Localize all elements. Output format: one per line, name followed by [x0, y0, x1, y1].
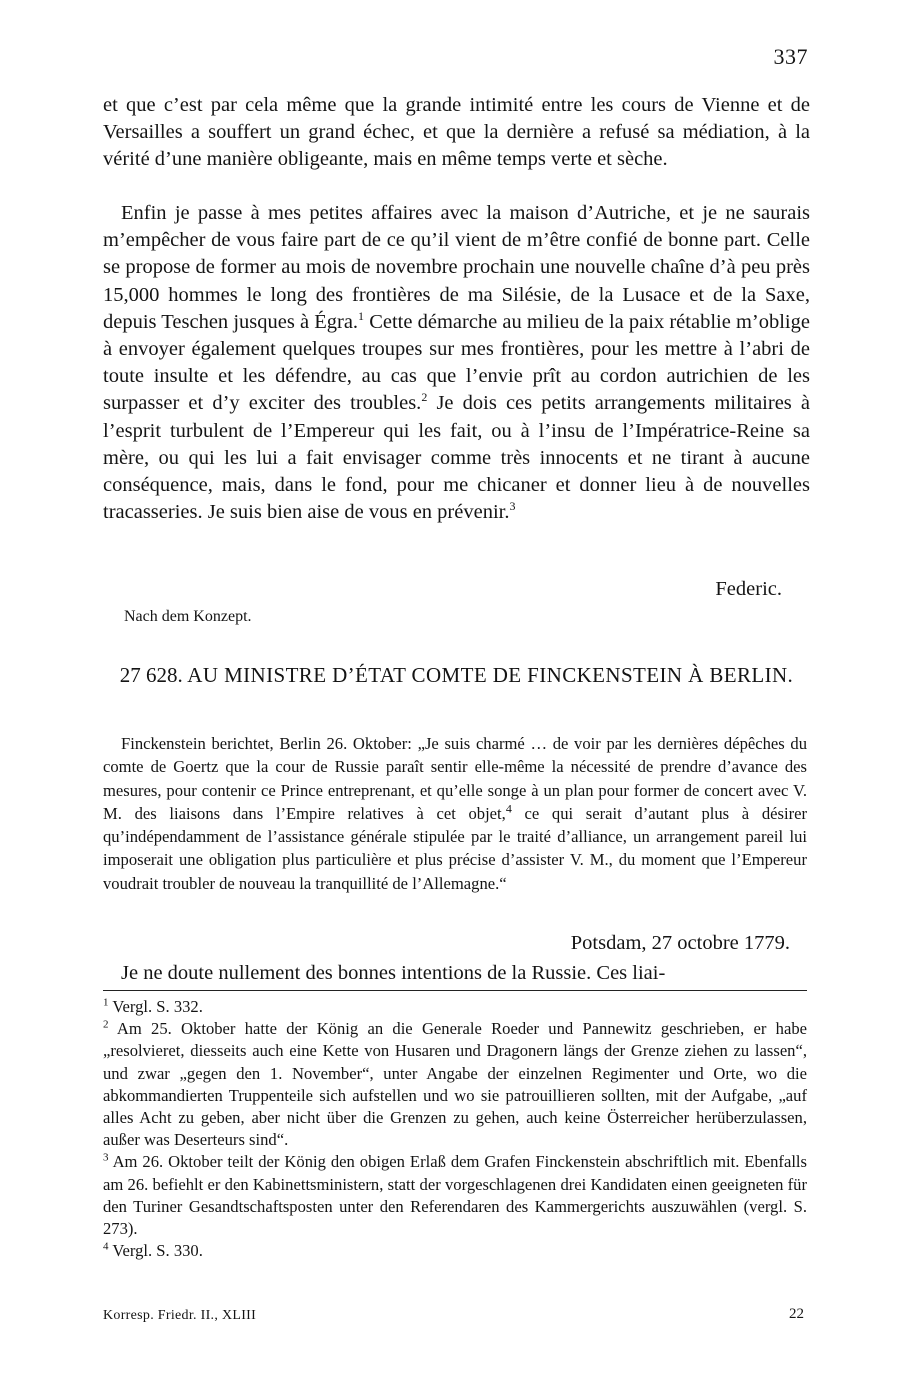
footnote-ref: 4: [505, 801, 512, 816]
report-summary: [103, 732, 807, 895]
letter-heading: [103, 662, 810, 689]
signature: Federic.: [715, 578, 782, 600]
footnote-mark: 3: [103, 1151, 109, 1164]
footnote-text: Am 25. Oktober hatte der König an die Generale Roeder und Pannewitz geschrieben, er habe „resolvieret, diesseits auch eine Kette von Husaren und Dragonern längs der Grenze ziehen zu lassen“, und zwar „gegen den 1. November“, unter Angabe der einzelnen Regimenter und Orte, wo die abkommandierten Truppenteile sich aufstellen und wo sie patrouillieren sollten, mit der Aufgabe, „auf alles Acht zu geben, aber nicht über die Grenzen zu gehen, auch keine Österreicher herüberzulassen, außer was Deserteurs sind“.: [103, 1019, 808, 1150]
footnote-ref: 3: [509, 499, 516, 514]
footnote-ref: 2: [421, 390, 428, 405]
dateline: Potsdam, 27 octobre 1779.: [570, 932, 790, 954]
footnote-text: Am 26. Oktober teilt der König den obigen Erlaß dem Grafen Finckenstein abschriftlich mit. Ebenfalls am 26. befiehlt er den Kabinettsministern, statt der vorgeschlagenen drei Kandidaten einen geeigneten für den Turiner Gesandtschaftsposten unter den Referendaren des Kammergerichts auszuwählen (vergl. S. 273).: [103, 1152, 807, 1239]
footnote-divider: [103, 990, 807, 991]
letter-title: AU MINISTRE D’ÉTAT COMTE DE FINCKENSTEIN À BERLIN.: [187, 663, 794, 687]
paragraph-text: Cette démarche au milieu de la paix rétablie m’oblige à envoyer également quelques troupes sur mes frontières, pour les mettre à l’abri de toute insulte et les défendre, au cas que l’envie prît au cordon autrichien de les surpasser et d’y exciter des troubles.: [103, 310, 810, 415]
paragraph-text: Je dois ces petits arrangements militaires à l’esprit turbulent de l’Empereur qui les fait, ou à l’insu de l’Impératrice-Reine sa mère, ou qui les lui a fait envisager comme très innocents et ne tirant à aucune conséquence, mais, dans le fond, pour me chicaner et donner lieu à de nouvelles tracasseries. Je suis bien aise de vous en prévenir.: [103, 392, 810, 524]
footnote-mark: 2: [103, 1018, 109, 1031]
footnote-mark: 1: [103, 996, 109, 1009]
footer-volume: Korresp. Friedr. II., XLIII: [103, 1308, 257, 1323]
footer-signature-mark: 22: [789, 1306, 804, 1322]
letter-number: 27 628.: [119, 663, 183, 687]
page-number: 337: [773, 44, 808, 69]
source-note: Nach dem Konzept.: [124, 608, 252, 625]
footnote-ref: 1: [358, 308, 365, 323]
footnote: [103, 1151, 807, 1240]
footnote-mark: 4: [103, 1240, 109, 1253]
summary-text: Finckenstein berichtet, Berlin 26. Oktober: „Je suis charmé … de voir par les dernières dépêches du comte de Goertz que la cour de Russie paraît sentir elle-même la nécessité de prendre d’avance des mesures, pour contenir ce Prince entreprenant, et qu’elle songe à un plan pour former de concert avec V. M. des liaisons dans l’Empire relatives à cet objet,: [103, 734, 807, 823]
footnote-text: Vergl. S. 332.: [112, 997, 203, 1016]
footnote: [103, 996, 807, 1018]
footnote: [103, 1240, 807, 1262]
footnotes: [103, 996, 807, 1262]
footnote-text: Vergl. S. 330.: [112, 1241, 203, 1261]
paragraph-text: Enfin je passe à mes petites affaires avec la maison d’Autriche, et je ne saurais m’empêcher de vous faire part de ce qu’il vient de m’être confié de bonne part. Celle se propose de former au mois de novembre prochain une nouvelle chaîne d’à peu près 15,000 hommes le long des frontières de ma Silésie, de la Lusace et de la Saxe, depuis Teschen jusques à Égra.: [103, 202, 810, 333]
summary-text: ce qui serait d’autant plus à désirer qu’indépendamment de l’assistance générale stipulée par le traité d’alliance, un arrangement pareil lui imposerait une obligation plus particulière et plus précise d’assister V. M., du moment que l’Empereur voudrait troubler de nouveau la tranquillité de l’Allemagne.“: [103, 803, 807, 893]
letter-paragraph-2: [103, 200, 810, 526]
letter-paragraph-1: et que c’est par cela même que la grande intimité entre les cours de Vienne et de Versailles a souffert un grand échec, et que la dernière a refusé sa médiation, à la vérité d’une manière obligeante, mais en même temps verte et sèche.: [103, 94, 810, 171]
footnote: [103, 1018, 807, 1151]
letter-continuation: Je ne doute nullement des bonnes intentions de la Russie. Ces liai-: [121, 962, 666, 984]
